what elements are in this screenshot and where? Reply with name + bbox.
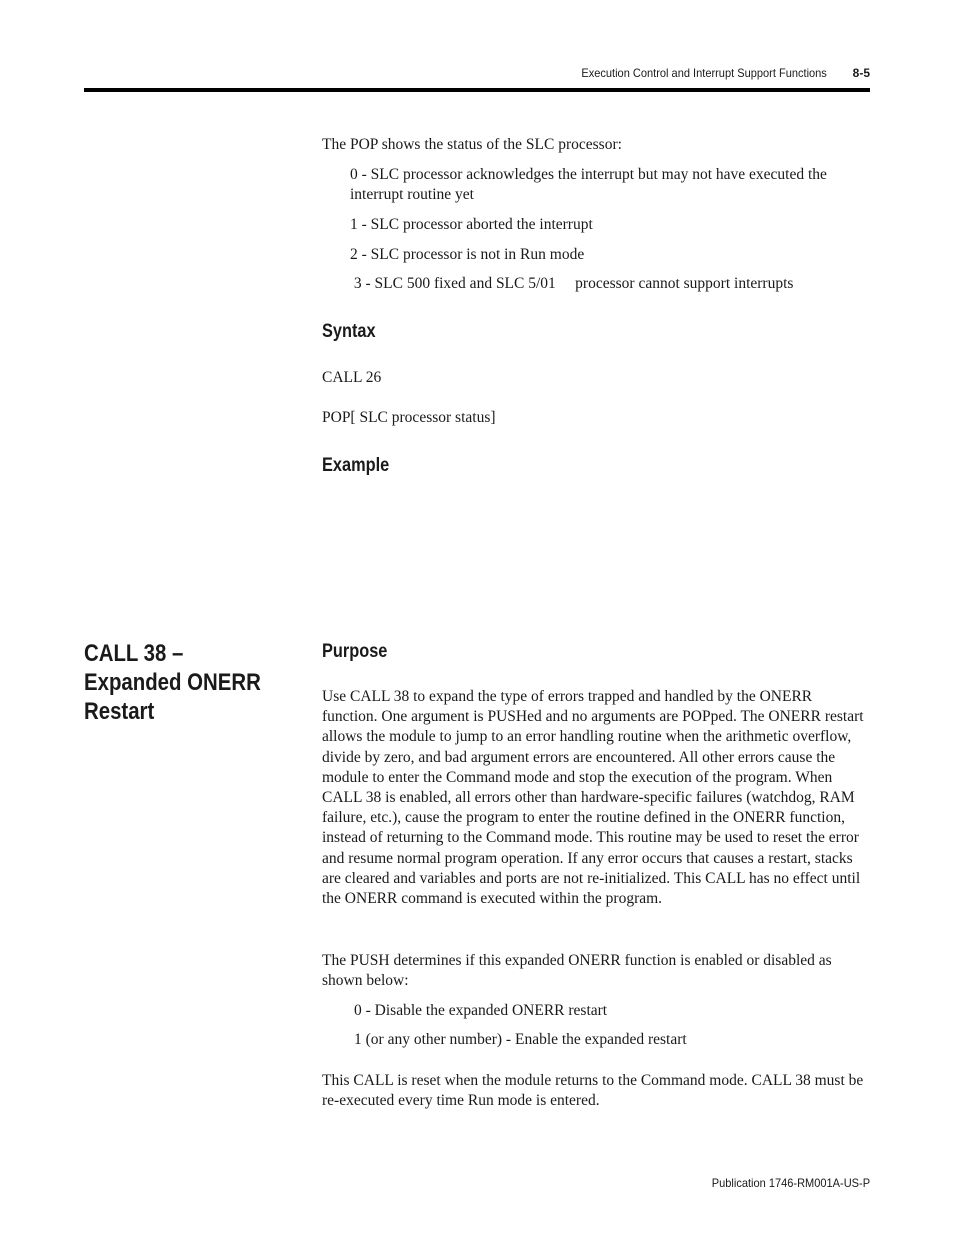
page-number: 8-5: [852, 66, 870, 80]
reset-paragraph: This CALL is reset when the module returns to the Command mode. CALL 38 must be re-executed every time Run mode is entered.: [322, 1072, 864, 1110]
push-list-item: 1 (or any other number) - Enable the expanded restart: [354, 1031, 687, 1048]
running-header-title: Execution Control and Interrupt Support Functions: [581, 66, 827, 80]
section-title: CALL 38 – Expanded ONERR Restart: [84, 640, 261, 725]
syntax-line: POP[ SLC processor status]: [322, 409, 496, 426]
pop-list-item: 1 - SLC processor aborted the interrupt: [350, 216, 593, 233]
publication-footer: Publication 1746-RM001A-US-P: [711, 1176, 870, 1190]
syntax-heading: Syntax: [322, 321, 376, 342]
push-list-item: 0 - Disable the expanded ONERR restart: [354, 1002, 608, 1019]
page-header: [84, 66, 870, 84]
pop-list-item: 0 - SLC processor acknowledges the interrupt but may not have executed the interrupt routine yet: [350, 166, 827, 204]
pop-list-item: 3 - SLC 500 fixed and SLC 5/01 processor cannot support interrupts: [350, 275, 794, 292]
push-paragraph: The PUSH determines if this expanded ONERR function is enabled or disabled as shown below:: [322, 952, 832, 990]
purpose-paragraph: Use CALL 38 to expand the type of errors trapped and handled by the ONERR function. One argument is PUSHed and no arguments are POPped. The ONERR restart allows the module to jump to an error handling routine when the arithmetic overflow, divide by zero, and bad argument errors are encountered. All other errors cause the module to enter the Command mode and stop the execution of the program. When CALL 38 is enabled, all errors other than hardware-specific failures (watchdog, RAM failure, etc.), cause the program to enter the routine defined in the ONERR function, instead of returning to the Command mode. This routine may be used to reset the error and resume normal program operation. If any error occurs that causes a restart, stacks are cleared and variables and ports are not re-initialized. This CALL has no effect until the ONERR command is executed within the program.: [322, 688, 864, 908]
pop-list-item: 2 - SLC processor is not in Run mode: [350, 246, 585, 263]
header-rule: [84, 88, 870, 92]
pop-intro: The POP shows the status of the SLC processor:: [322, 136, 622, 153]
purpose-heading: Purpose: [322, 641, 388, 662]
syntax-line: CALL 26: [322, 369, 382, 386]
example-heading: Example: [322, 455, 390, 476]
